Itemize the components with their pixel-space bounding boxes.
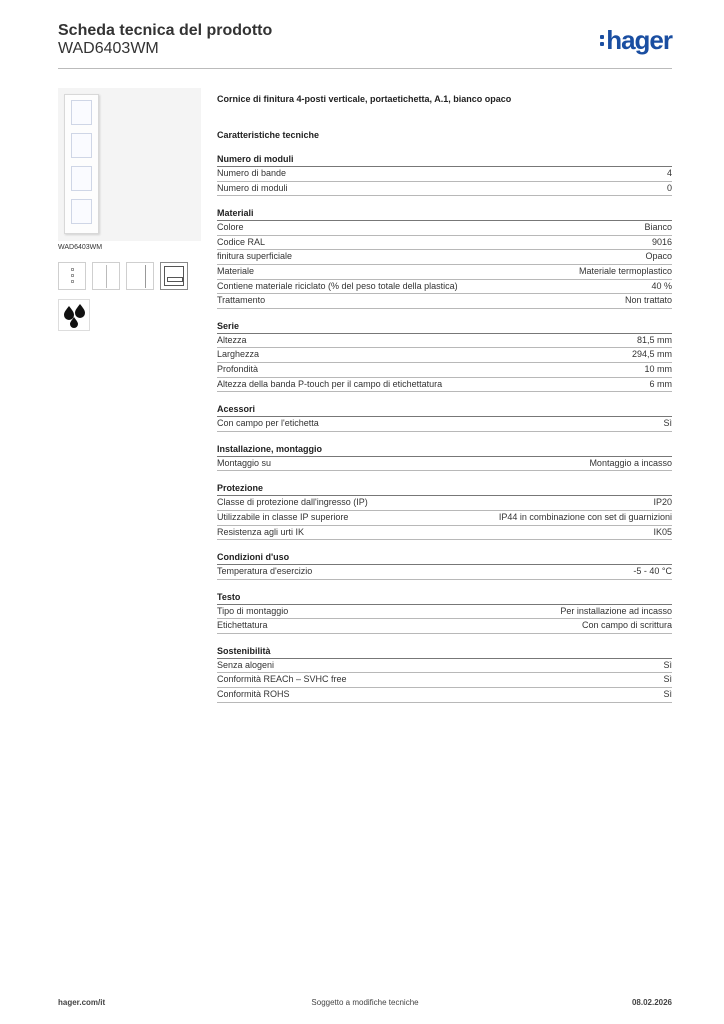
footer-date: 08.02.2026 — [631, 998, 672, 1007]
spec-content — [217, 94, 672, 715]
spec-value: 40 % — [651, 280, 672, 291]
thumbnail-side-view[interactable] — [92, 262, 120, 290]
spec-row — [217, 182, 672, 197]
spec-value: 0 — [666, 182, 672, 193]
spec-row — [217, 250, 672, 265]
spec-value: Bianco — [644, 222, 672, 233]
spec-label: Conformità REACh – SVHC free — [217, 674, 347, 685]
spec-label: Profondità — [217, 363, 259, 374]
spec-label: Etichettatura — [217, 620, 268, 631]
spec-row — [217, 673, 672, 688]
spec-value: 6 mm — [649, 378, 672, 389]
spec-value: 10 mm — [644, 363, 672, 374]
tech-characteristics-title: Caratteristiche tecniche — [217, 130, 320, 140]
spec-value: IP20 — [653, 497, 672, 508]
spec-label: Temperatura d'esercizio — [217, 566, 313, 577]
image-caption: WAD6403WM — [58, 244, 103, 251]
spec-value: 294,5 mm — [631, 349, 672, 360]
spec-value: Sì — [663, 659, 672, 670]
spec-label: Materiale — [217, 265, 255, 276]
section-title: Installazione, montaggio — [217, 444, 672, 457]
spec-label: Utilizzabile in classe IP superiore — [217, 511, 349, 522]
spec-value: IP44 in combinazione con set di guarnizioni — [498, 511, 672, 522]
spec-label: Montaggio su — [217, 457, 272, 468]
spec-section — [217, 552, 672, 580]
spec-value: Opaco — [645, 251, 672, 262]
thumbnail-front-view[interactable] — [58, 262, 86, 290]
spec-section — [217, 321, 672, 392]
section-title: Serie — [217, 321, 672, 334]
spec-section — [217, 483, 672, 540]
spec-section — [217, 208, 672, 309]
spec-label: Resistenza agli urti IK — [217, 526, 305, 537]
spec-value: Non trattato — [624, 295, 672, 306]
spec-section — [217, 646, 672, 703]
water-drops-icon — [58, 299, 90, 331]
spec-value: Sì — [663, 689, 672, 700]
thumbnail-profile-view[interactable] — [126, 262, 154, 290]
spec-row — [217, 348, 672, 363]
spec-value: Montaggio a incasso — [589, 457, 672, 468]
spec-label: Classe di protezione dall'ingresso (IP) — [217, 497, 368, 508]
thumbnail-label-view[interactable] — [160, 262, 188, 290]
spec-label: Larghezza — [217, 349, 260, 360]
section-title: Numero di moduli — [217, 154, 672, 167]
spec-row — [217, 526, 672, 541]
section-title: Sostenibilità — [217, 646, 672, 659]
spec-value: IK05 — [653, 526, 672, 537]
spec-value: 4 — [666, 168, 672, 178]
product-description: Cornice di finitura 4-posti verticale, portaetichetta, A.1, bianco opaco — [217, 94, 512, 104]
spec-section — [217, 444, 672, 472]
spec-row — [217, 457, 672, 472]
spec-label: Numero di moduli — [217, 182, 288, 193]
spec-row — [217, 363, 672, 378]
spec-value: Materiale termoplastico — [578, 265, 672, 276]
page-title: Scheda tecnica del prodotto — [58, 22, 273, 39]
spec-row — [217, 294, 672, 309]
spec-row — [217, 688, 672, 703]
section-title: Materiali — [217, 208, 672, 221]
spec-label: finitura superficiale — [217, 251, 293, 262]
spec-label: Numero di bande — [217, 168, 287, 178]
spec-row — [217, 496, 672, 511]
hager-logo — [600, 27, 672, 53]
product-code: WAD6403WM — [58, 40, 159, 57]
section-title: Testo — [217, 592, 672, 605]
page-header — [58, 22, 672, 68]
spec-section — [217, 404, 672, 432]
spec-row — [217, 417, 672, 432]
spec-section — [217, 154, 672, 196]
spec-label: Colore — [217, 222, 244, 233]
spec-label: Contiene materiale riciclato (% del peso totale della plastica) — [217, 280, 458, 291]
section-title: Protezione — [217, 483, 672, 496]
spec-row — [217, 236, 672, 251]
spec-label: Codice RAL — [217, 236, 266, 247]
spec-row — [217, 265, 672, 280]
spec-row — [217, 221, 672, 236]
section-title: Condizioni d'uso — [217, 552, 672, 565]
spec-row — [217, 280, 672, 295]
spec-row — [217, 659, 672, 674]
spec-label: Altezza — [217, 334, 247, 345]
spec-value: 9016 — [651, 236, 672, 247]
spec-row — [217, 511, 672, 526]
spec-row — [217, 378, 672, 393]
spec-row — [217, 565, 672, 580]
spec-label: Senza alogeni — [217, 659, 275, 670]
spec-value: 81,5 mm — [636, 334, 672, 345]
spec-label: Conformità ROHS — [217, 689, 290, 700]
spec-row — [217, 334, 672, 349]
logo-dots-icon — [600, 35, 604, 46]
spec-row — [217, 167, 672, 182]
spec-row — [217, 605, 672, 620]
spec-section — [217, 592, 672, 634]
spec-value: Sì — [663, 418, 672, 429]
cover-frame-illustration — [64, 94, 99, 234]
spec-label: Altezza della banda P-touch per il campo di etichettatura — [217, 378, 443, 389]
product-image — [58, 88, 201, 241]
logo-text: hager — [606, 25, 672, 55]
footer-note: Soggetto a modifiche tecniche — [311, 998, 419, 1007]
header-divider — [58, 68, 672, 69]
spec-label: Tipo di montaggio — [217, 605, 289, 616]
spec-value: Con campo di scrittura — [581, 620, 672, 631]
spec-label: Trattamento — [217, 295, 266, 306]
spec-value: Per installazione ad incasso — [560, 605, 672, 616]
spec-row — [217, 619, 672, 634]
thumbnail-strip — [58, 262, 188, 290]
spec-label: Con campo per l'etichetta — [217, 418, 319, 429]
section-title: Acessori — [217, 404, 672, 417]
spec-value: Sì — [663, 674, 672, 685]
spec-value: -5 - 40 °C — [633, 566, 672, 577]
footer-website-link[interactable]: hager.com/it — [58, 998, 106, 1007]
